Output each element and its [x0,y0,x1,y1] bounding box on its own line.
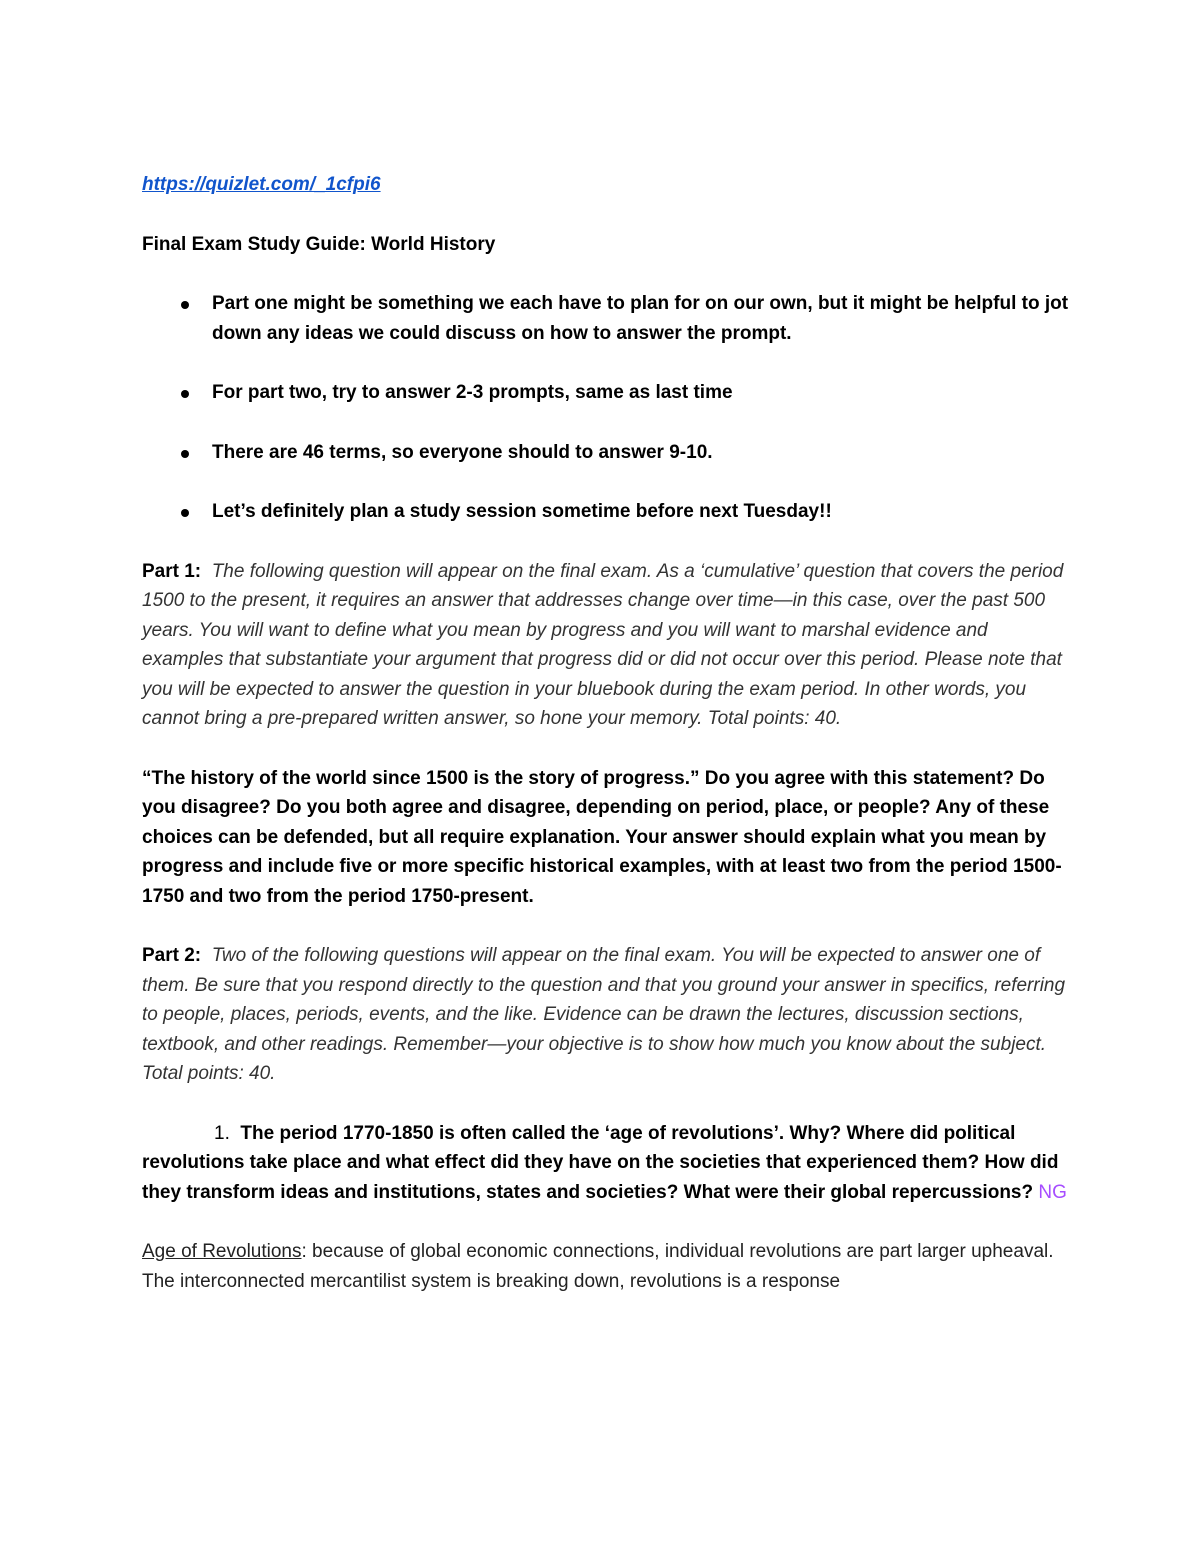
notes-paragraph [142,1237,1072,1296]
bullet-list [142,289,1072,527]
part-1-label: Part 1: [142,560,202,582]
question-tag: NG [1038,1181,1067,1203]
bullet-item: There are 46 terms, so everyone should to answer 9-10. [212,438,1072,468]
bullet-item: Part one might be something we each have to plan for on our own, but it might be helpful to jot down any ideas we could discuss on how to answer the prompt. [212,289,1072,348]
document-title: Final Exam Study Guide: World History [142,233,496,255]
quizlet-link[interactable]: https://quizlet.com/_1cfpi6 [142,174,381,195]
question-number: 1. [214,1122,230,1144]
part-1-prompt: “The history of the world since 1500 is the story of progress.” Do you agree with this statement? Do you disagree? Do you both agree and disagree, depending on period, place, or people? Any of these choices can be defended, but all require explanation. Your answer should explain what you mean by progress and include five or more specific historical examples, with at least two from the period 1500-1750 and two from the period 1750-present. [142,767,1062,907]
part-1-body: The following question will appear on the final exam. As a ‘cumulative’ question that covers the period 1500 to the present, it requires an answer that addresses change over time—in this case, over the past 500 years. You will want to define what you mean by progress and you will want to marshal evidence and examples that substantiate your argument that progress did or did not occur over this period. Please note that you will be expected to answer the question in your bluebook during the exam period. In other words, you cannot bring a pre-prepared written answer, so hone your memory. Total points: 40. [142,560,1064,729]
notes-term: Age of Revolutions [142,1241,302,1262]
part-1-section [142,557,1072,734]
bullet-item: For part two, try to answer 2-3 prompts, same as last time [212,378,1072,408]
question-1 [142,1119,1072,1208]
part-2-section [142,941,1072,1089]
notes-text: : because of global economic connections, individual revolutions are part larger upheaval. The interconnected mercantilist system is breaking down, revolutions is a response [142,1241,1054,1292]
part-2-body: Two of the following questions will appear on the final exam. You will be expected to answer one of them. Be sure that you respond directly to the question and that you ground your answer in specifics, referring to people, places, periods, events, and the like. Evidence can be drawn the lectures, discussion sections, textbook, and other readings. Remember—your objective is to show how much you know about the subject. Total points: 40. [142,945,1066,1084]
part-2-label: Part 2: [142,945,202,966]
question-text: The period 1770-1850 is often called the ‘age of revolutions’. Why? Where did political revolutions take place and what effect did they have on the societies that experienced them? How did they transform ideas and institutions, states and societies? What were their global repercussions? [142,1122,1059,1203]
document-page [142,170,1072,1296]
bullet-item: Let’s definitely plan a study session sometime before next Tuesday!! [212,497,1072,527]
